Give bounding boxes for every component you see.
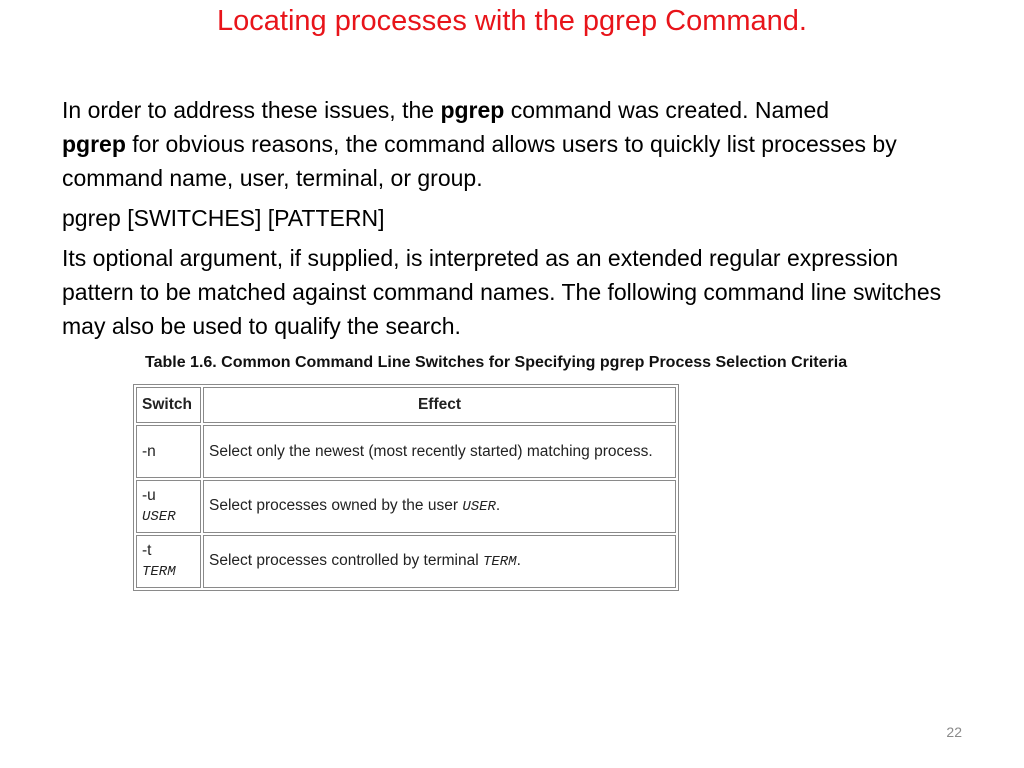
switch-cell — [136, 535, 201, 588]
table-row — [136, 535, 676, 588]
effect-text: Select only the newest (most recently started) matching process. — [209, 442, 653, 460]
intro-text-3: for obvious reasons, the command allows users to quickly list processes by command name, user, terminal, or group. — [62, 131, 897, 191]
argument-paragraph: Its optional argument, if supplied, is interpreted as an extended regular expression pattern to be matched against command names. The following command line switches may also be used to qualify the search. — [62, 245, 942, 339]
pgrep-bold-2: pgrep — [62, 131, 126, 157]
switch-argument: TERM — [142, 564, 176, 580]
switch-flag: -t — [142, 542, 152, 559]
switch-cell — [136, 425, 201, 478]
header-switch: Switch — [136, 387, 201, 423]
switches-table — [133, 384, 679, 591]
effect-cell — [203, 535, 676, 588]
syntax-line: pgrep [SWITCHES] [PATTERN] — [62, 205, 385, 231]
effect-argument: USER — [462, 499, 496, 515]
table-row — [136, 425, 676, 478]
effect-suffix: . — [516, 552, 521, 569]
table-caption: Table 1.6. Common Command Line Switches for Specifying pgrep Process Selection Criteria — [145, 354, 848, 371]
switch-flag: -n — [142, 442, 156, 460]
switch-cell — [136, 480, 201, 533]
header-effect: Effect — [203, 387, 676, 423]
switch-argument: USER — [142, 509, 176, 525]
effect-text: Select processes controlled by terminal — [209, 552, 483, 569]
intro-text-1: In order to address these issues, the — [62, 97, 441, 123]
intro-paragraph — [62, 93, 972, 195]
table-header-row — [136, 387, 676, 423]
pgrep-bold-1: pgrep — [440, 97, 505, 123]
effect-cell — [203, 425, 676, 478]
intro-text-2: command was created. Named — [504, 97, 830, 123]
effect-cell — [203, 480, 676, 533]
table-row — [136, 480, 676, 533]
effect-text: Select processes owned by the user — [209, 497, 463, 514]
effect-argument: TERM — [482, 554, 517, 570]
effect-suffix: . — [495, 497, 501, 514]
slide-title: Locating processes with the pgrep Command. — [217, 5, 807, 37]
page-number: 22 — [946, 724, 962, 740]
body-text — [62, 93, 972, 349]
switches-table-block — [133, 352, 903, 591]
switch-flag: -u — [142, 487, 156, 504]
